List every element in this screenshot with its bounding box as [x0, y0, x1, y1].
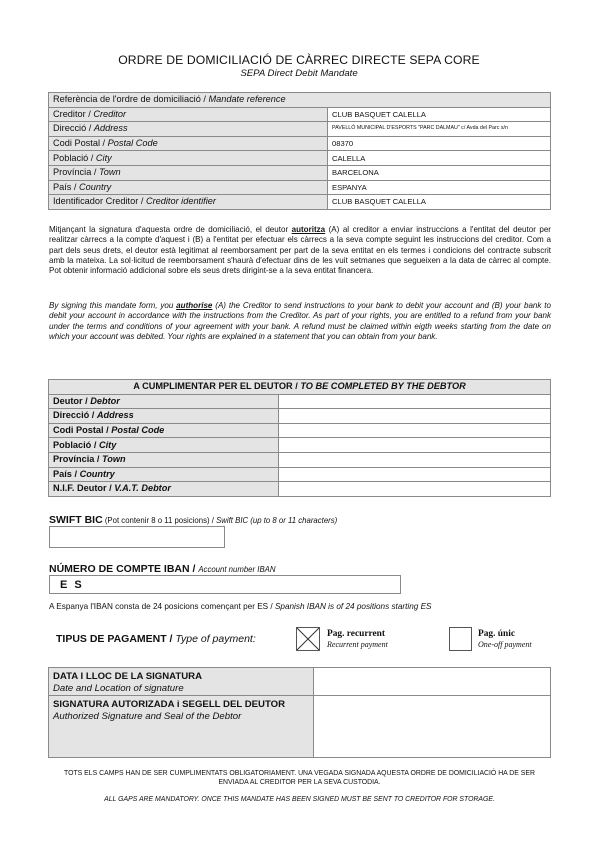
label-en: Authorized Signature and Seal of the Debtor [53, 710, 242, 722]
swift-title: SWIFT BIC [49, 514, 103, 526]
label-en: Address [93, 123, 128, 134]
debtor-province-label [49, 452, 279, 467]
debtor-city-field[interactable] [279, 438, 551, 453]
table-row [49, 122, 551, 137]
debtor-country-label [49, 467, 279, 482]
label-ca: Deutor / [53, 395, 91, 406]
debtor-vat-label [49, 482, 279, 497]
table-row [49, 452, 551, 467]
label-en: City [98, 439, 117, 450]
label-ca: N.I.F. Deutor / [53, 483, 115, 494]
mandate-reference-cell [49, 93, 551, 108]
creditor-id-value: CLUB BASQUET CALELLA [328, 195, 551, 210]
label-ca: Creditor / [53, 108, 94, 119]
option-sublabel: Recurrent payment [327, 640, 388, 649]
label-ca: DATA I LLOC DE LA SIGNATURA [53, 671, 203, 682]
header-ca: A CUMPLIMENTAR PER EL DEUTOR / [133, 381, 301, 392]
table-row [49, 423, 551, 438]
label-en: Address [96, 410, 134, 421]
hint-en: Swift BIC (up to 8 or 11 characters) [216, 516, 338, 525]
header-en: TO BE COMPLETED BY THE DEBTOR [300, 381, 466, 392]
country-label [49, 180, 328, 195]
label-ca: Direcció / [53, 123, 94, 134]
debtor-city-label [49, 438, 279, 453]
signature-seal-field[interactable] [314, 696, 551, 758]
address-value: PAVELLÓ MUNICIPAL D'ESPORTS "PARC DALMAU" c/ Avda del Parc s/n [328, 122, 551, 137]
label-en: Debtor [90, 395, 120, 406]
signature-seal-label [49, 696, 314, 758]
creditor-value: CLUB BASQUET CALELLA [328, 107, 551, 122]
footer-note-ca: TOTS ELS CAMPS HAN DE SER CUMPLIMENTATS OBLIGATORIAMENT. UNA VEGADA SIGNADA AQUESTA ORDRE DE DOMICILIACIÓ HA DE SER ENVIADA AL CREDITOR PER LA SEVA CUSTODIA. [64, 770, 535, 786]
page-subtitle: SEPA Direct Debit Mandate [240, 68, 358, 79]
label-ca: Codi Postal / [53, 425, 112, 436]
text: Mitjançant la signatura d'aquesta ordre de domiciliació, el deutor [49, 225, 292, 234]
debtor-table-header [49, 380, 551, 395]
swift-input[interactable] [49, 526, 225, 548]
page-title: ORDRE DE DOMICILIACIÓ DE CÀRREC DIRECTE SEPA CORE [118, 53, 480, 67]
city-value: CALELLA [328, 151, 551, 166]
label-ca: TIPUS DE PAGAMENT / [56, 633, 176, 645]
debtor-address-label [49, 409, 279, 424]
country-value: ESPANYA [328, 180, 551, 195]
debtor-province-field[interactable] [279, 452, 551, 467]
label-en: Creditor [93, 108, 127, 119]
keyword: authorise [176, 301, 213, 310]
address-label [49, 122, 328, 137]
text: By signing this mandate form, you [49, 301, 177, 310]
option-sublabel: One-off payment [478, 640, 532, 649]
footer-note-en: ALL GAPS ARE MANDATORY. ONCE THIS MANDATE HAS BEEN SIGNED MUST BE SENT TO CREDITOR FOR STORAGE. [104, 796, 495, 803]
label-en: Postal Code [111, 425, 165, 436]
province-label [49, 165, 328, 180]
table-row [49, 394, 551, 409]
recurrent-payment-checkbox[interactable] [296, 627, 320, 651]
authorization-paragraph-en [49, 301, 551, 342]
iban-label [49, 563, 275, 575]
table-row [49, 668, 551, 696]
signature-table [48, 667, 551, 758]
swift-hint [103, 516, 338, 525]
province-value: BARCELONA [328, 165, 551, 180]
label-ca: País / [53, 181, 80, 192]
table-row [49, 409, 551, 424]
signature-date-field[interactable] [314, 668, 551, 696]
payment-type-label [56, 633, 256, 645]
label-en: Date and Location of signature [53, 682, 184, 694]
label-en: City [95, 152, 112, 163]
table-row [49, 107, 551, 122]
mandate-reference-label-en: Mandate reference [208, 94, 286, 105]
iban-note [49, 602, 432, 611]
signature-date-label [49, 668, 314, 696]
creditor-table [48, 92, 551, 210]
table-row [49, 180, 551, 195]
one-off-payment-option [478, 629, 532, 649]
city-label [49, 151, 328, 166]
label-en: Town [98, 167, 121, 178]
iban-input[interactable]: E S [49, 575, 401, 594]
label-ca: País / [53, 468, 80, 479]
label-en: Town [102, 454, 126, 465]
debtor-vat-field[interactable] [279, 482, 551, 497]
label-ca: Direcció / [53, 410, 97, 421]
iban-hint: Account number IBAN [198, 565, 276, 574]
one-off-payment-checkbox[interactable] [449, 627, 472, 651]
label-ca: Província / [53, 454, 103, 465]
swift-label [49, 514, 337, 526]
table-row [49, 438, 551, 453]
debtor-address-field[interactable] [279, 409, 551, 424]
label-ca: Població / [53, 152, 96, 163]
label-ca: SIGNATURA AUTORIZADA i SEGELL DEL DEUTOR [53, 699, 286, 710]
keyword: autoritza [291, 225, 326, 234]
creditor-id-label [49, 195, 328, 210]
table-row [49, 151, 551, 166]
mandate-reference-label: Referència de l'ordre de domiciliació / [53, 94, 209, 105]
table-row [49, 696, 551, 758]
table-row [49, 195, 551, 210]
iban-title: NÚMERO DE COMPTE IBAN / [49, 563, 199, 575]
note-ca: A Espanya l'IBAN consta de 24 posicions començant per ES / [49, 602, 275, 611]
recurrent-payment-option [327, 629, 388, 649]
label-en: Type of payment: [175, 633, 256, 645]
option-label: Pag. recurrent [327, 629, 385, 639]
table-row [49, 380, 551, 395]
label-ca: Identificador Creditor / [53, 196, 146, 207]
debtor-postal-code-field[interactable] [279, 423, 551, 438]
debtor-postal-code-label [49, 423, 279, 438]
table-row [49, 467, 551, 482]
table-row [49, 93, 551, 108]
text: (A) the Creditor to send instructions to your bank to debit your account and (B) your bank to debit your account in accordance with the instructions from the Creditor. As part of your rights, you are entitled to a refund from your bank under the terms and conditions of your agreement with your bank. A refund must be claimed within eigth weeks starting from the date on which your account was debited. Your rights are explained in a statement that you can obtain from your bank. [49, 301, 551, 341]
hint-ca: (Pot contenir 8 o 11 posicions) / [102, 516, 217, 525]
debtor-name-label [49, 394, 279, 409]
note-en: Spanish IBAN is of 24 positions starting ES [274, 602, 432, 611]
label-ca: Província / [53, 167, 99, 178]
label-en: Creditor identifier [145, 196, 216, 207]
label-en: V.A.T. Debtor [114, 483, 171, 494]
creditor-label [49, 107, 328, 122]
table-row [49, 165, 551, 180]
label-en: Country [79, 468, 115, 479]
debtor-country-field[interactable] [279, 467, 551, 482]
label-en: Country [79, 181, 112, 192]
text: (A) al creditor a enviar instruccions a l'entitat del deutor per realitzar càrrecs a la compte d'aquest i (B) a l'entitat per efectuar els càrrecs a la seva compte seguint les instruccions del creditor. Com a part dels seus drets, el deutor està legitimat al reemborsament per part de la seva entitat en els termes i condicions del contracte subscrit amb la mateixa. La sol·licitud de reemborsament s'haurà d'efectuar dins de les vuit setmanes que segueixen a la data de càrrec al compte. Pot obtenir informació addicional sobre els seus drets dirigint-se a la seva entitat financera. [49, 225, 551, 276]
checkmark-x-icon [297, 628, 319, 650]
option-label: Pag. únic [478, 629, 515, 639]
debtor-table [48, 379, 551, 497]
authorization-paragraph-ca [49, 225, 551, 276]
label-ca: Població / [53, 439, 99, 450]
table-row [49, 136, 551, 151]
postal-code-value: 08370 [328, 136, 551, 151]
label-ca: Codi Postal / [53, 138, 108, 149]
debtor-name-field[interactable] [279, 394, 551, 409]
table-row [49, 482, 551, 497]
label-en: Postal Code [107, 138, 158, 149]
postal-code-label [49, 136, 328, 151]
